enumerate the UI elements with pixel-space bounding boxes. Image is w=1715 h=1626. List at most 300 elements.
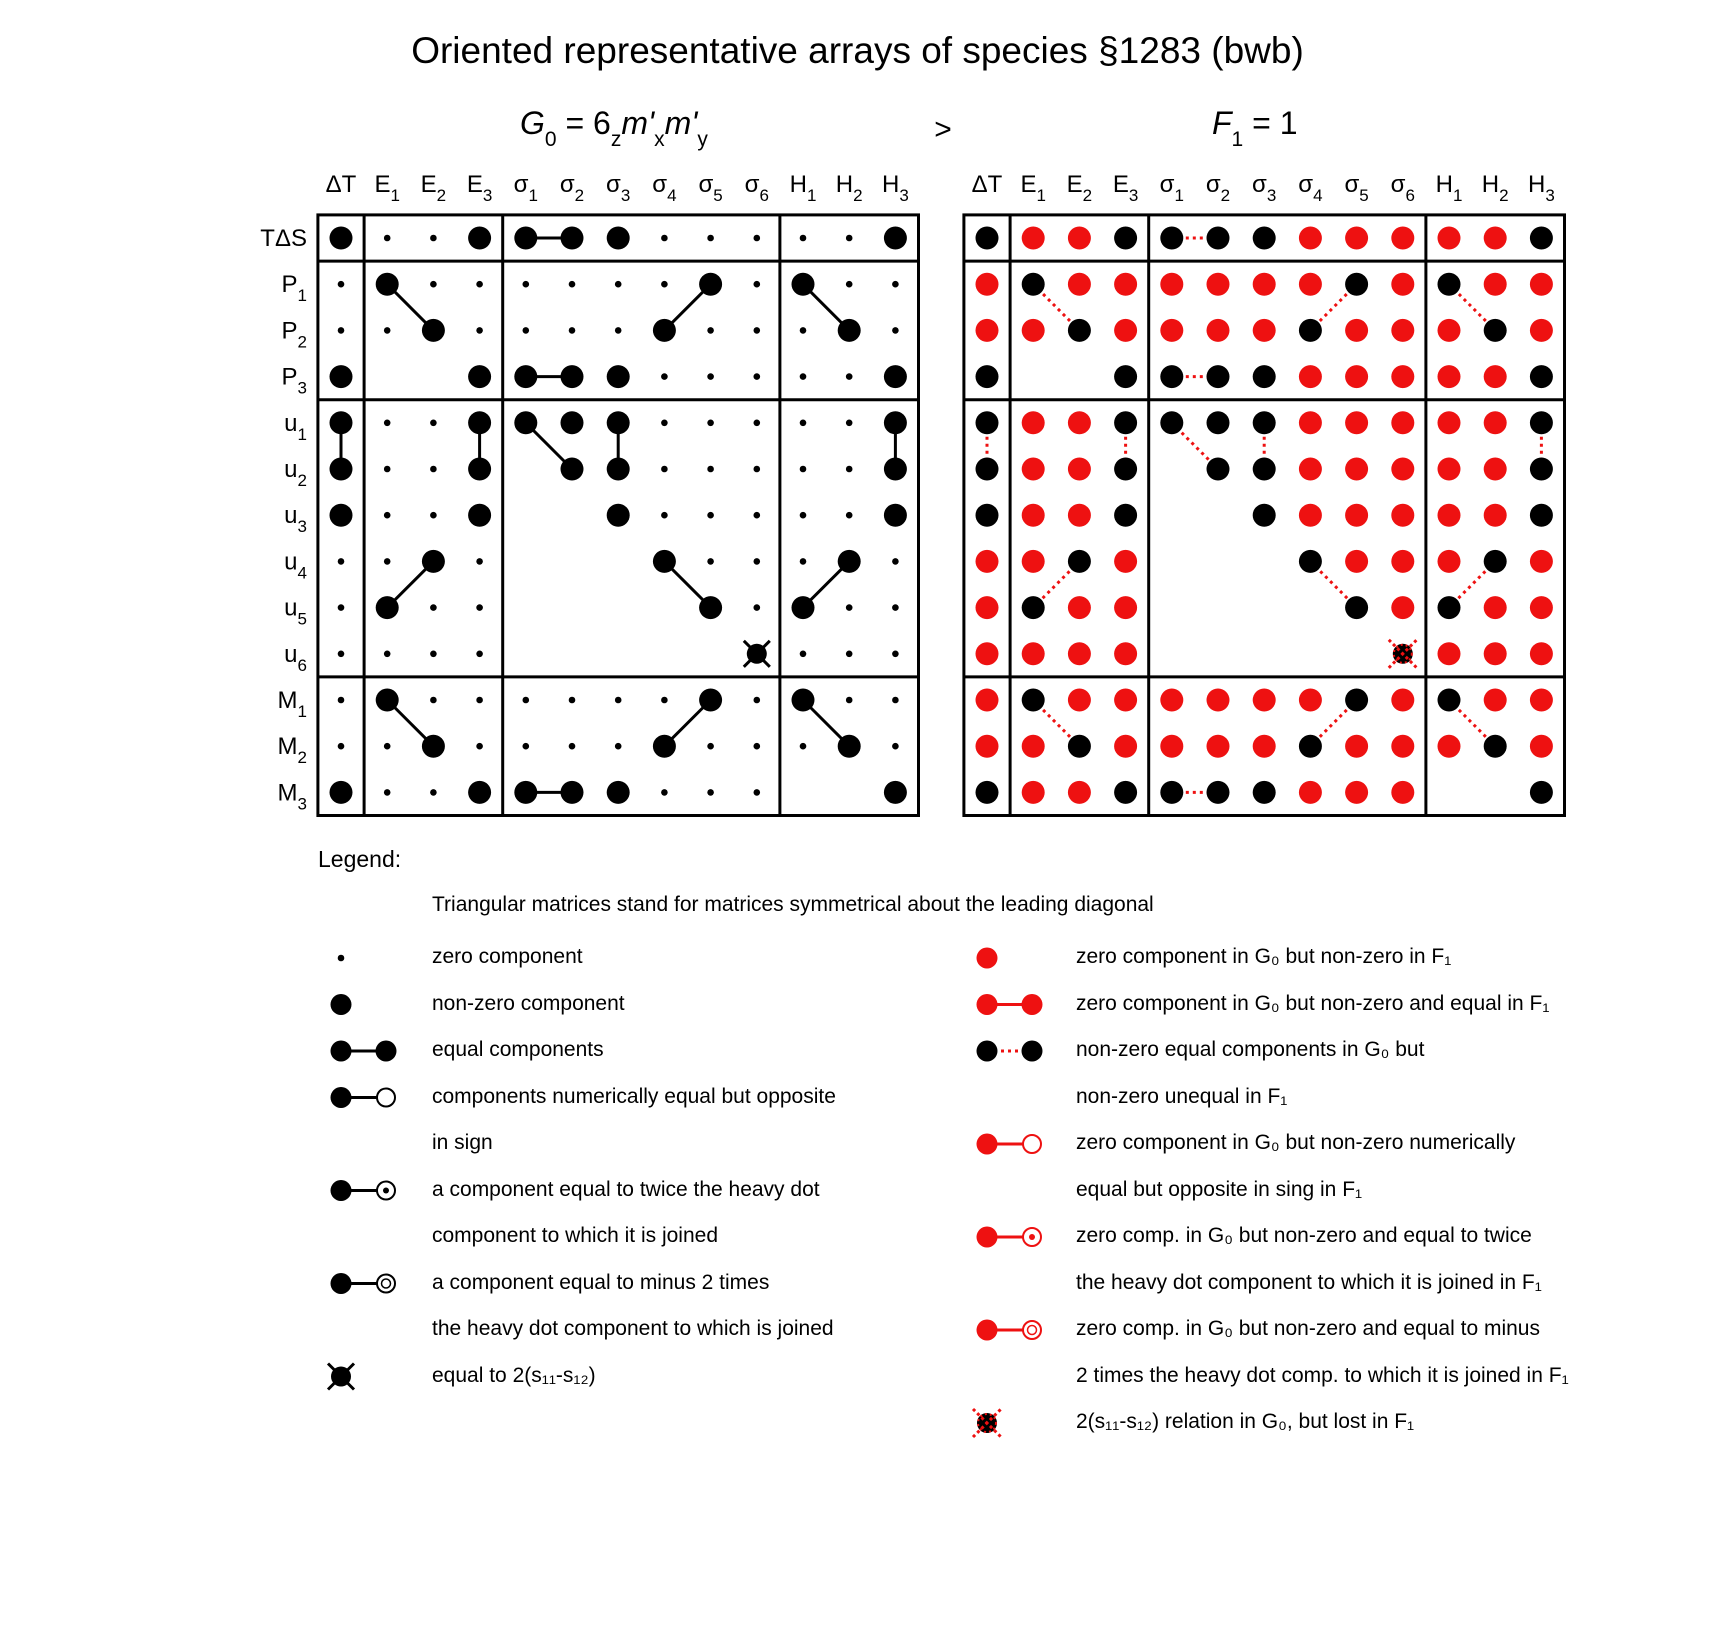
big-dot [884,411,907,434]
big-dot [884,504,907,527]
big-dot [1253,781,1276,804]
red-dot [1114,689,1137,712]
red-dot-icon [977,948,998,969]
small-dot [523,743,530,750]
legend-left-text-2-0: equal components [432,1038,604,1061]
big-dot [1530,411,1553,434]
red-dot [1484,504,1507,527]
big-dot [699,596,722,619]
small-dot [707,743,714,750]
red-dot [1530,642,1553,665]
big-dot [514,227,537,250]
red-dot [1022,735,1045,758]
small-dot [384,651,391,658]
big-dot [838,319,861,342]
row-label-4: $u_1$ [284,409,307,444]
small-dot [430,235,437,242]
small-dot [800,558,807,565]
small-dot [846,651,853,658]
legend-left-text-0-0: zero component [432,945,583,968]
big-dot [422,319,445,342]
big-dot [607,781,630,804]
big-dot [1022,273,1045,296]
red-dot [1068,596,1091,619]
big-dot [1068,735,1091,758]
red-dot [1299,411,1322,434]
big-dot [468,227,491,250]
small-dot [754,697,761,704]
big-dot [1345,689,1368,712]
red-dot [1438,642,1461,665]
row-label-11: $M_2$ [277,733,307,768]
page-title: Oriented representative arrays of species §1283 (bwb) [411,30,1304,71]
column-header-5: $\sigma_2$ [1205,171,1231,205]
big-dot [1345,273,1368,296]
big-dot-icon [977,1320,998,1341]
big-dot [1207,781,1230,804]
small-dot [800,512,807,519]
small-dot [800,235,807,242]
big-dot [330,458,353,481]
red-dot [1438,550,1461,573]
small-dot [661,281,668,288]
red-dot [1299,689,1322,712]
small-dot [754,743,761,750]
red-dot [1438,504,1461,527]
big-dot [699,689,722,712]
red-dot [1160,735,1183,758]
legend-right-text-5-0: zero comp. in G₀ but non-zero and equal to minus [1076,1317,1540,1340]
small-dot [754,235,761,242]
small-dot [846,512,853,519]
big-dot [792,689,815,712]
red-dot [1068,411,1091,434]
big-dot [330,227,353,250]
red-dot [1207,689,1230,712]
column-header-11: $H_2$ [835,171,863,205]
legend-right-text-3-0: zero component in G₀ but non-zero numerically [1076,1131,1516,1154]
big-dot [838,550,861,573]
red-dot [1068,273,1091,296]
big-dot [1345,596,1368,619]
open-dot-icon [377,1275,395,1293]
small-dot [476,327,483,334]
small-dot [846,697,853,704]
small-dot [661,466,668,473]
small-dot-icon [338,955,345,962]
red-dot [1391,504,1414,527]
red-dot [1207,735,1230,758]
big-dot [1530,504,1553,527]
column-header-10: $H_1$ [1435,171,1463,205]
small-dot [846,281,853,288]
small-dot [430,789,437,796]
big-dot-icon [331,1087,352,1108]
small-dot [846,420,853,427]
big-dot-icon [977,994,998,1015]
big-dot-icon [977,1041,998,1062]
small-dot [430,420,437,427]
legend-right-text-2-0: non-zero equal components in G₀ but [1076,1038,1425,1061]
legend-right-text-4-0: zero comp. in G₀ but non-zero and equal to twice [1076,1224,1532,1247]
big-dot [1207,227,1230,250]
red-dot [1391,781,1414,804]
big-dot [792,273,815,296]
red-dot [1160,273,1183,296]
legend-right-text-3-1: equal but opposite in sing in F₁ [1076,1177,1363,1201]
red-dot [1114,596,1137,619]
small-dot [523,327,530,334]
big-dot [1160,411,1183,434]
red-dot [1391,365,1414,388]
big-dot [607,458,630,481]
red-dot [1068,781,1091,804]
small-dot [615,327,622,334]
small-dot [430,281,437,288]
small-dot [754,789,761,796]
column-header-2: $E_2$ [1066,171,1093,205]
red-dot [1207,319,1230,342]
legend-right-text-6-0: 2(s₁₁-s₁₂) relation in G₀, but lost in F₁ [1076,1410,1415,1433]
big-dot [1114,411,1137,434]
red-dot [1438,319,1461,342]
big-dot [1438,596,1461,619]
red-dot [1114,735,1137,758]
column-header-5: $\sigma_2$ [559,171,585,205]
small-dot [892,558,899,565]
red-dot [1438,735,1461,758]
big-dot [1484,735,1507,758]
row-label-0: TΔS [260,225,307,252]
big-dot [653,735,676,758]
red-dot [1530,273,1553,296]
red-dot [1530,735,1553,758]
column-header-12: $H_3$ [1527,171,1555,205]
red-dot [1345,458,1368,481]
small-dot [754,373,761,380]
big-dot [468,458,491,481]
small-dot [661,697,668,704]
small-dot [476,697,483,704]
big-dot [1253,411,1276,434]
small-dot [384,789,391,796]
small-dot [800,743,807,750]
red-dot [1345,550,1368,573]
small-dot [384,235,391,242]
red-dot [1391,319,1414,342]
small-dot [846,235,853,242]
small-dot [384,420,391,427]
red-dot [1345,227,1368,250]
big-dot [884,365,907,388]
small-dot [800,327,807,334]
small-dot [707,512,714,519]
red-dot [1207,273,1230,296]
small-dot [707,420,714,427]
small-dot [754,512,761,519]
big-dot [1114,504,1137,527]
small-dot [338,697,345,704]
red-dot [1114,319,1137,342]
row-label-6: $u_3$ [284,502,307,537]
legend-left-text-1-0: non-zero component [432,991,625,1015]
big-dot [1160,365,1183,388]
small-dot [384,466,391,473]
big-dot [653,319,676,342]
small-dot [615,697,622,704]
legend-right-text-5-1: 2 times the heavy dot comp. to which it is joined in F₁ [1076,1363,1569,1387]
column-header-1: $E_1$ [374,171,400,205]
small-dot [754,281,761,288]
red-dot [1068,642,1091,665]
red-dot [1391,273,1414,296]
big-dot [561,458,584,481]
small-dot [476,558,483,565]
big-dot [1114,365,1137,388]
small-dot [892,743,899,750]
small-dot [476,743,483,750]
small-dot [338,558,345,565]
legend-right-text-1-0: zero component in G₀ but non-zero and equal in F₁ [1076,991,1550,1015]
big-dot [976,458,999,481]
column-header-12: $H_3$ [881,171,909,205]
big-dot [561,365,584,388]
small-dot [754,558,761,565]
red-dot [1438,227,1461,250]
big-dot [468,411,491,434]
red-dot [976,689,999,712]
red-dot [1438,411,1461,434]
big-dot [1253,504,1276,527]
column-header-7: $\sigma_4$ [652,171,677,205]
big-dot [1530,365,1553,388]
big-dot-icon [1022,994,1043,1015]
red-dot [1391,735,1414,758]
red-dot [976,735,999,758]
red-dot [1438,365,1461,388]
small-dot [892,651,899,658]
small-dot [892,327,899,334]
red-dot [1391,411,1414,434]
big-dot [1484,319,1507,342]
left-group-formula: $G_0 = 6_zm'_xm'_y$ [520,105,708,151]
small-dot [800,373,807,380]
big-dot [653,550,676,573]
small-dot [523,697,530,704]
column-header-7: $\sigma_4$ [1298,171,1323,205]
big-dot-icon [376,1041,397,1062]
big-dot [468,365,491,388]
legend-left-text-3-0: components numerically equal but opposite [432,1084,836,1108]
small-dot [384,743,391,750]
big-dot [838,735,861,758]
red-dot [1345,735,1368,758]
red-dot [1484,689,1507,712]
big-dot [514,781,537,804]
big-dot-icon [977,1134,998,1155]
red-dot [1114,642,1137,665]
row-label-3: $P_3$ [281,363,307,398]
small-dot [892,697,899,704]
small-dot [661,789,668,796]
red-dot [1022,458,1045,481]
big-dot [330,781,353,804]
small-dot [569,327,576,334]
small-dot [707,466,714,473]
red-dot [1484,458,1507,481]
red-dot [1160,319,1183,342]
big-dot [330,411,353,434]
red-dot [1022,642,1045,665]
red-dot [1530,550,1553,573]
column-header-9: $\sigma_6$ [744,171,769,205]
big-dot [607,365,630,388]
column-header-4: $\sigma_1$ [513,171,538,205]
small-dot [707,558,714,565]
red-dot [1253,689,1276,712]
small-dot [661,420,668,427]
big-dot [884,781,907,804]
legend-note: Triangular matrices stand for matrices symmetrical about the leading diagonal [432,893,1154,916]
big-dot [1299,319,1322,342]
small-dot [800,466,807,473]
big-dot [976,781,999,804]
big-dot [514,411,537,434]
small-dot [892,281,899,288]
open-dot-icon [1023,1321,1041,1339]
column-header-2: $E_2$ [420,171,447,205]
legend-left-text-4-0: a component equal to twice the heavy dot [432,1177,820,1201]
legend-left-text-5-1: the heavy dot component to which is joined [432,1317,834,1340]
red-dot [1484,411,1507,434]
column-header-11: $H_2$ [1481,171,1509,205]
row-label-1: $P_1$ [281,271,307,306]
small-dot [615,743,622,750]
column-header-4: $\sigma_1$ [1159,171,1184,205]
red-dot [1345,411,1368,434]
open-dot-icon [1023,1135,1041,1153]
small-dot [384,558,391,565]
red-dot [1484,365,1507,388]
big-dot [607,227,630,250]
red-dot [1022,319,1045,342]
red-dot [1484,596,1507,619]
small-dot [338,604,345,611]
big-dot [468,781,491,804]
red-dot [976,642,999,665]
big-dot-icon [1022,1041,1043,1062]
big-dot [1022,689,1045,712]
big-dot [1438,689,1461,712]
big-dot [330,504,353,527]
red-dot [1022,504,1045,527]
red-dot [1299,227,1322,250]
red-dot [1253,735,1276,758]
red-dot [1530,596,1553,619]
red-dot [1068,689,1091,712]
big-dot [1438,273,1461,296]
red-dot [1484,227,1507,250]
small-dot [523,281,530,288]
big-dot [1068,319,1091,342]
open-dot-icon [377,1089,395,1107]
big-dot [1160,781,1183,804]
big-dot [1484,550,1507,573]
red-dot [1022,227,1045,250]
right-group-formula: $F_1 = 1$ [1212,105,1298,151]
small-dot [707,235,714,242]
red-dot [1530,319,1553,342]
row-label-9: $u_6$ [284,640,307,675]
small-dot [846,466,853,473]
red-dot [1114,273,1137,296]
red-dot [1391,550,1414,573]
big-dot [1530,227,1553,250]
big-dot [514,365,537,388]
small-dot [338,651,345,658]
red-dot [1345,781,1368,804]
legend-right-text-2-1: non-zero unequal in F₁ [1076,1084,1288,1108]
red-dot [1484,273,1507,296]
column-header-3: $E_3$ [466,171,493,205]
red-dot [1022,550,1045,573]
red-dot [1114,550,1137,573]
big-dot [884,458,907,481]
red-dot [1299,504,1322,527]
small-dot [846,604,853,611]
column-header-10: $H_1$ [789,171,817,205]
row-label-5: $u_2$ [284,456,307,490]
red-dot [1345,319,1368,342]
big-dot [607,411,630,434]
big-dot [607,504,630,527]
big-dot [1253,458,1276,481]
red-dot [1391,596,1414,619]
big-dot-icon [331,1041,352,1062]
big-dot [976,365,999,388]
big-dot [1530,781,1553,804]
small-dot [384,327,391,334]
big-dot [376,273,399,296]
big-dot [1114,458,1137,481]
legend-heading: Legend: [318,846,402,872]
small-dot [892,604,899,611]
big-dot [1114,781,1137,804]
big-dot [1299,550,1322,573]
column-header-1: $E_1$ [1020,171,1046,205]
legend-left-text-3-1: in sign [432,1131,493,1154]
red-dot [1391,458,1414,481]
row-label-12: $M_3$ [277,779,307,814]
red-dot [976,273,999,296]
small-dot [338,281,345,288]
small-dot [569,697,576,704]
small-dot [846,373,853,380]
red-dot [976,596,999,619]
big-dot-icon [331,1180,352,1201]
red-dot [1484,642,1507,665]
red-dot [1068,458,1091,481]
red-dot [1299,365,1322,388]
big-dot [699,273,722,296]
big-dot [422,550,445,573]
big-dot [1207,411,1230,434]
big-dot [1022,596,1045,619]
legend-right-text-0-0: zero component in G₀ but non-zero in F₁ [1076,945,1452,968]
big-dot [561,781,584,804]
red-dot [1299,458,1322,481]
small-dot [476,604,483,611]
